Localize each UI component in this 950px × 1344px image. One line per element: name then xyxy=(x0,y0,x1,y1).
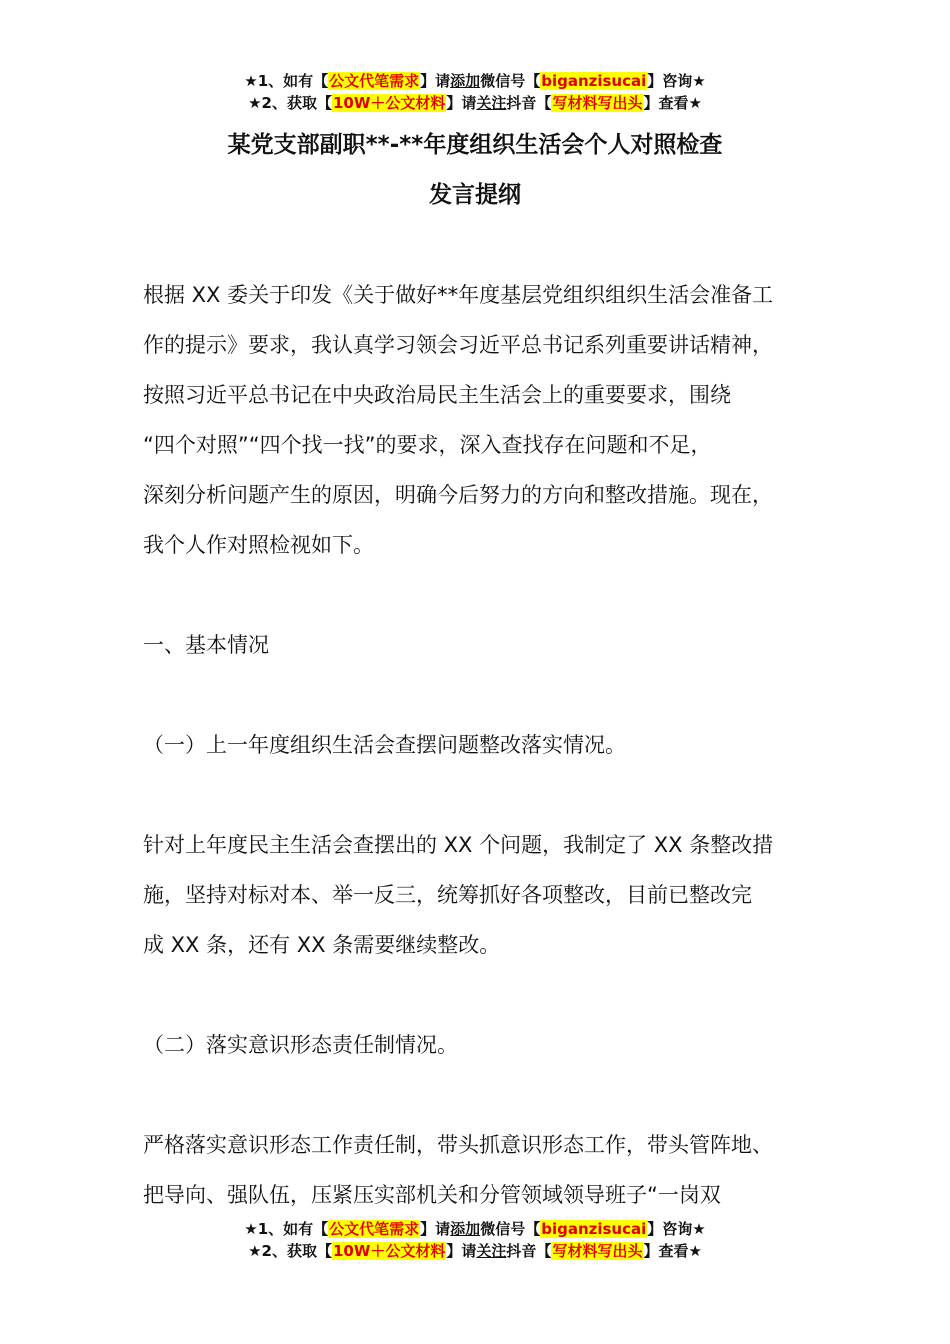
highlight-text: 10W＋公文材料 xyxy=(332,1242,446,1260)
douyin-name: 写材料写出头 xyxy=(552,1242,643,1260)
wechat-id: biganzisucai xyxy=(541,1220,647,1238)
star-icon: ★ xyxy=(244,1220,258,1238)
section-heading: 一、基本情况 xyxy=(143,633,269,657)
highlight-text: 公文代笔需求 xyxy=(329,1220,420,1238)
star-icon: ★ xyxy=(248,1242,262,1260)
ad-footer xyxy=(0,1218,950,1262)
ad-line-2: ★2、获取【10W＋公文材料】请关注抖音【写材料写出头】查看★ xyxy=(248,1242,702,1260)
ad-line-2: ★2、获取【10W＋公文材料】请关注抖音【写材料写出头】查看★ xyxy=(248,94,702,112)
subsection-heading: （二）落实意识形态责任制情况。 xyxy=(143,1033,458,1057)
paragraph-ideology: 严格落实意识形态工作责任制，带头抓意识形态工作，带头管阵地、 把导向、强队伍，压紧压实部机关和分管领域领导班子“一岗双 xyxy=(143,1133,773,1207)
star-icon: ★ xyxy=(248,94,262,112)
subsection-heading: （一）上一年度组织生活会查摆问题整改落实情况。 xyxy=(143,733,626,757)
highlight-text: 公文代笔需求 xyxy=(329,72,420,90)
wechat-id: biganzisucai xyxy=(541,72,647,90)
star-icon: ★ xyxy=(688,94,702,112)
star-icon: ★ xyxy=(244,72,258,90)
ad-line-1: ★1、如有【公文代笔需求】请添加微信号【biganzisucai】咨询★ xyxy=(244,1220,706,1238)
ad-line-1: ★1、如有【公文代笔需求】请添加微信号【biganzisucai】咨询★ xyxy=(244,72,706,90)
douyin-name: 写材料写出头 xyxy=(552,94,643,112)
star-icon: ★ xyxy=(688,1242,702,1260)
highlight-text: 10W＋公文材料 xyxy=(332,94,446,112)
document-title: 某党支部副职**-**年度组织生活会个人对照检查 发言提纲 xyxy=(227,132,723,208)
document-body xyxy=(143,270,833,1220)
paragraph-rectification: 针对上年度民主生活会查摆出的 XX 个问题，我制定了 XX 条整改措 施，坚持对标对本、举一反三，统筹抓好各项整改，目前已整改完 成 XX 条，还有 XX 条需要继续整改。 xyxy=(143,833,774,957)
star-icon: ★ xyxy=(692,1220,706,1238)
star-icon: ★ xyxy=(692,72,706,90)
paragraph-intro: 根据 XX 委关于印发《关于做好**年度基层党组织组织生活会准备工 作的提示》要求，我认真学习领会习近平总书记系列重要讲话精神， 按照习近平总书记在中央政治局民主生活会上的重要要求，围绕 “四个对照”“四个找一找”的要求，深入查找存在问题和不足， 深刻分析问题产生的原因，明确今后努力的方向和整改措施。现在， 我个人作对照检视如下。 xyxy=(143,283,774,557)
ad-header xyxy=(0,70,950,114)
